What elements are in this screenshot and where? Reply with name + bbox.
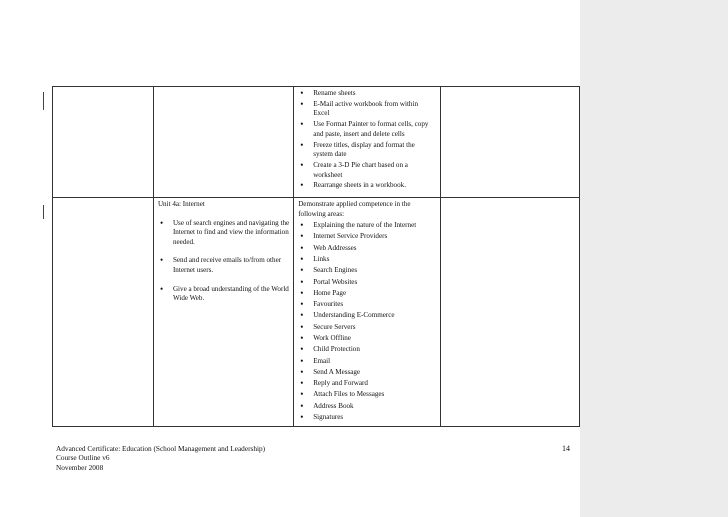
excel-skills-cell xyxy=(294,87,441,198)
list-item: • Freeze titles, display and format the system date xyxy=(298,141,436,160)
list-item: • Secure Servers xyxy=(298,323,436,333)
list-item: • Reply and Forward xyxy=(298,379,436,389)
table-cell-empty xyxy=(440,198,579,427)
list-item: • Use Format Painter to format cells, copy and paste, insert and delete cells xyxy=(298,120,436,139)
list-item: • Work Offline xyxy=(298,334,436,344)
list-item: • Rename sheets xyxy=(298,89,436,99)
list-item: • Home Page xyxy=(298,289,436,299)
competence-heading: Demonstrate applied competence in the following areas: xyxy=(298,200,411,218)
learning-outcomes-list xyxy=(158,219,289,304)
unit-title: Unit 4a: Internet xyxy=(157,200,205,208)
course-outline-table xyxy=(52,86,580,427)
page-number: 14 xyxy=(562,444,570,453)
document-footer xyxy=(56,444,265,472)
change-bar-mid xyxy=(43,205,44,219)
list-item: • Address Book xyxy=(298,402,436,412)
table-cell-empty xyxy=(440,87,579,198)
list-item: • Rearrange sheets in a workbook. xyxy=(298,181,436,191)
list-item: • Web Addresses xyxy=(298,244,436,254)
footer-version: Course Outline v6 xyxy=(56,453,110,463)
list-item: • Send A Message xyxy=(298,368,436,378)
list-item: • Signatures xyxy=(298,413,436,423)
table-row xyxy=(53,198,580,427)
list-item: • Send and receive emails to/from other Internet users. xyxy=(158,256,289,275)
list-item: • Internet Service Providers xyxy=(298,232,436,242)
excel-skills-list xyxy=(298,89,436,191)
table-cell-empty xyxy=(53,87,154,198)
table-cell-empty xyxy=(153,87,293,198)
list-item: • Give a broad understanding of the World Wide Web. xyxy=(158,285,289,304)
table-cell-empty xyxy=(53,198,154,427)
unit-outcomes-cell xyxy=(153,198,293,427)
list-item: • Child Protection xyxy=(298,345,436,355)
list-item: • Use of search engines and navigating the Internet to find and view the information needed. xyxy=(158,219,289,248)
competence-list xyxy=(298,221,436,422)
comment-pane xyxy=(580,0,728,517)
list-item: • Portal Websites xyxy=(298,278,436,288)
list-item: • Links xyxy=(298,255,436,265)
list-item: • Explaining the nature of the Internet xyxy=(298,221,436,231)
list-item: • Favourites xyxy=(298,300,436,310)
list-item: • Understanding E-Commerce xyxy=(298,311,436,321)
list-item: • Create a 3-D Pie chart based on a worksheet xyxy=(298,161,436,180)
list-item: • Search Engines xyxy=(298,266,436,276)
footer-course-title: Advanced Certificate: Education (School Management and Leadership) xyxy=(56,444,266,453)
footer-date: November 2008 xyxy=(56,462,104,472)
list-item: • Email xyxy=(298,357,436,367)
list-item: • Attach Files to Messages xyxy=(298,390,436,400)
table-row xyxy=(53,87,580,198)
competence-cell xyxy=(294,198,441,427)
change-bar-top xyxy=(43,92,44,110)
list-item: • E-Mail active workbook from within Excel xyxy=(298,100,436,119)
